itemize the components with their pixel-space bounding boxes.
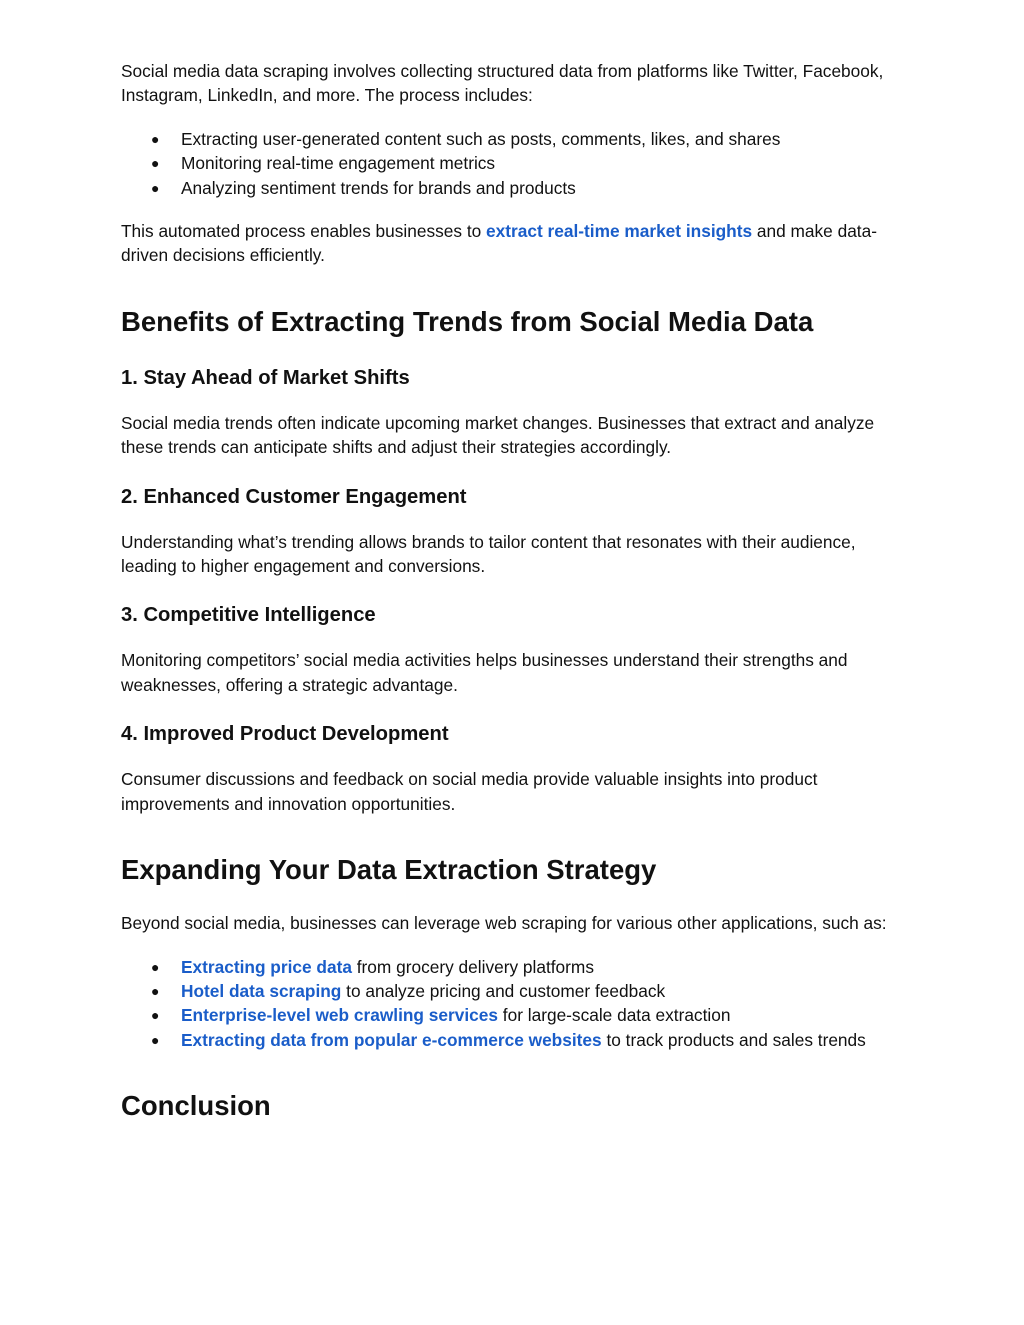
- closing-text-after: and make data-driven decisions efficiently.: [121, 221, 877, 266]
- bullet-icon: ●: [151, 1007, 160, 1024]
- bullet-icon: ●: [151, 958, 160, 975]
- bullet-icon: ●: [151, 130, 160, 147]
- hotel-data-link[interactable]: Hotel data scraping: [181, 980, 342, 1001]
- list-item: [121, 151, 911, 175]
- benefit-4-title: 4. Improved Product Development: [121, 723, 449, 746]
- list-item: [121, 127, 911, 151]
- intro-paragraph: Social media data scraping involves collecting structured data from platforms like Twitter, Facebook, Instagram, LinkedIn, and more. The process includes:: [121, 61, 884, 106]
- bullet-icon: ●: [151, 155, 160, 172]
- list-item-text: Monitoring real-time engagement metrics: [181, 153, 496, 174]
- list-item-text: from grocery delivery platforms: [351, 956, 594, 977]
- list-item: [121, 176, 911, 200]
- bullet-icon: ●: [151, 1031, 160, 1048]
- expanding-paragraph: Beyond social media, businesses can leverage web scraping for various other applications, such as:: [121, 913, 887, 934]
- list-item: [121, 1028, 911, 1052]
- document-page: [121, 59, 911, 1123]
- ecommerce-data-link[interactable]: Extracting data from popular e-commerce websites: [181, 1029, 602, 1050]
- benefit-3-title: 3. Competitive Intelligence: [121, 604, 376, 627]
- closing-text-before: This automated process enables businesses to: [121, 221, 487, 242]
- bullet-icon: ●: [151, 179, 160, 196]
- benefit-4-body: Consumer discussions and feedback on social media provide valuable insights into product improvements and innovation opportunities.: [121, 769, 818, 814]
- conclusion-heading: Conclusion: [121, 1090, 271, 1122]
- benefit-1-body: Social media trends often indicate upcoming market changes. Businesses that extract and analyze these trends can anticipate shifts and adjust their strategies accordingly.: [121, 412, 875, 458]
- benefit-2-title: 2. Enhanced Customer Engagement: [121, 485, 467, 508]
- bullet-icon: ●: [151, 982, 160, 999]
- intro-bullet-list: [121, 127, 911, 200]
- market-insights-link[interactable]: extract real-time market insights: [486, 221, 753, 242]
- list-item-text: Analyzing sentiment trends for brands and products: [181, 177, 576, 198]
- list-item-text: for large-scale data extraction: [497, 1005, 731, 1026]
- benefit-2-body: Understanding what’s trending allows brands to tailor content that resonates with their audience, leading to higher engagement and conversions.: [121, 531, 856, 577]
- list-item-text: to track products and sales trends: [601, 1029, 866, 1050]
- benefit-3-body: Monitoring competitors’ social media activities helps businesses understand their strengths and weaknesses, offering a strategic advantage.: [121, 650, 848, 695]
- list-item: [121, 979, 911, 1003]
- list-item: [121, 955, 911, 979]
- web-crawling-link[interactable]: Enterprise-level web crawling services: [181, 1005, 498, 1026]
- list-item-text: Extracting user-generated content such as posts, comments, likes, and shares: [181, 128, 781, 149]
- intro-closing-paragraph: [121, 219, 911, 268]
- benefit-1-title: 1. Stay Ahead of Market Shifts: [121, 366, 410, 389]
- price-data-link[interactable]: Extracting price data: [181, 956, 352, 977]
- list-item: [121, 1003, 911, 1027]
- list-item-text: to analyze pricing and customer feedback: [341, 980, 666, 1001]
- benefits-heading: Benefits of Extracting Trends from Social Media Data: [121, 305, 814, 337]
- expanding-heading: Expanding Your Data Extraction Strategy: [121, 854, 657, 886]
- expanding-bullet-list: [121, 955, 911, 1053]
